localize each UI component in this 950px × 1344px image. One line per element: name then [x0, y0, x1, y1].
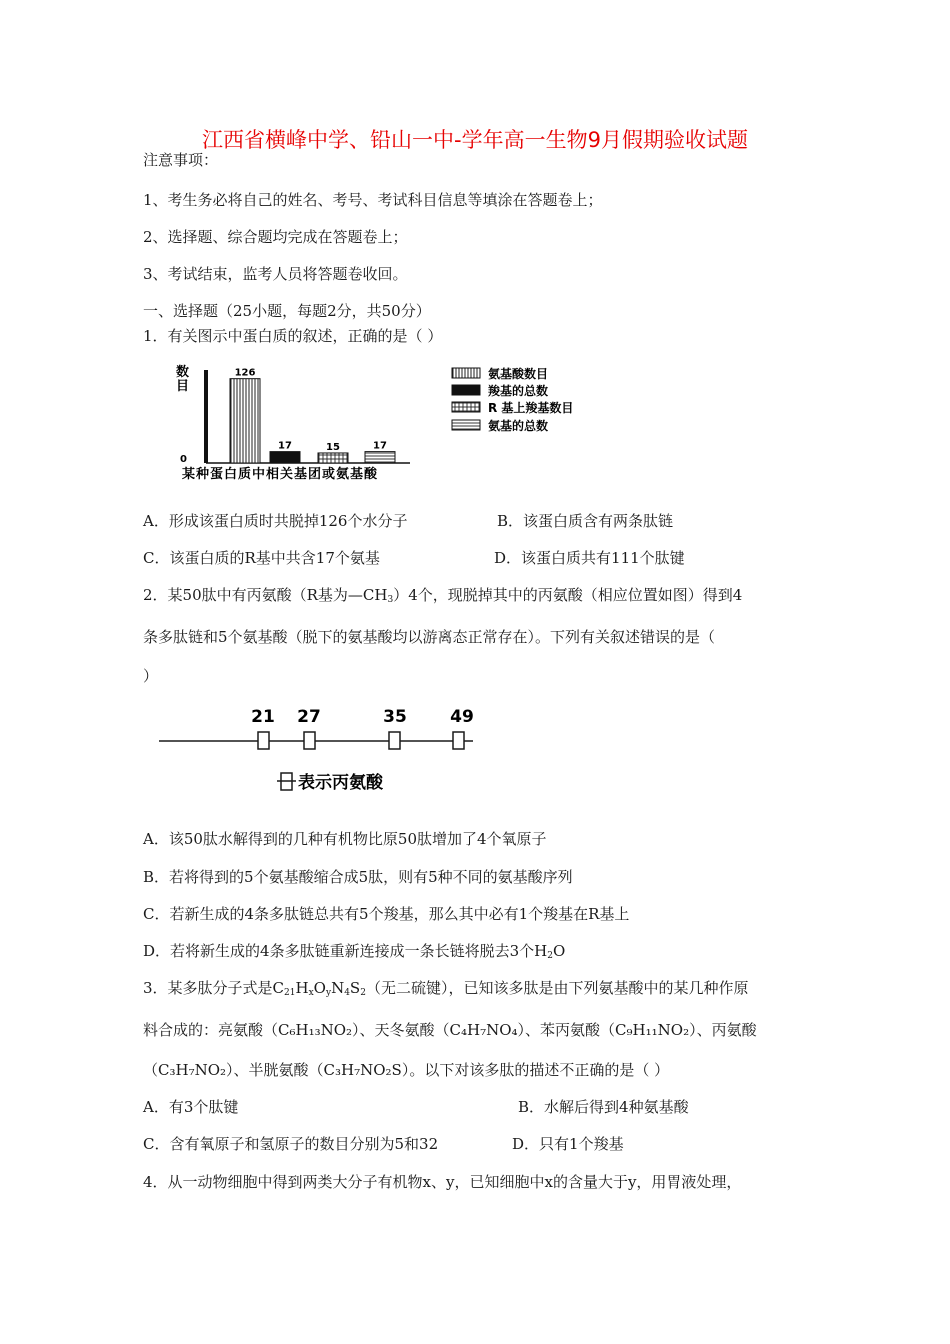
- q2-option-b: B．若将得到的5个氨基酸缩合成5肽，则有5种不同的氨基酸序列: [143, 868, 573, 886]
- position-label-27: 27: [297, 707, 321, 727]
- legend-label-1: 氨基酸数目: [488, 367, 549, 381]
- y-origin-label: 0: [180, 454, 187, 465]
- q2-stem-line1: 2．某50肽中有丙氨酸（R基为$—CH_3)4$个，现脱掉其中的丙氨酸（相应位置如图）得到4: [143, 586, 743, 605]
- q1-option-a: A．形成该蛋白质时共脱掉126个水分子: [143, 512, 408, 530]
- position-label-49: 49: [450, 707, 474, 727]
- q3-stem-line2: 料合成的：亮氨酸（C₆H₁₃NO₂）、天冬氨酸（C₄H₇NO₄）、苯丙氨酸（C₉H₁₁NO₂）、丙氨酸: [143, 1021, 757, 1039]
- q1-stem: 1．有关图示中蛋白质的叙述，正确的是（ ）: [143, 327, 443, 345]
- q3-option-c: C．含有氧原子和氢原子的数目分别为5和32: [143, 1135, 439, 1153]
- bar-value-label-1: 126: [234, 367, 256, 379]
- q1-option-c: C．该蛋白质的R基中共含17个氨基: [143, 549, 380, 567]
- q2-stem-line2: 条多肽链和5个氨基酸（脱下的氨基酸均以游离态正常存在）。下列有关叙述错误的是（: [143, 628, 716, 646]
- q3-stem-line3: （C₃H₇NO₂）、半胱氨酸（C₃H₇NO₂S）。以下对该多肽的描述不正确的是（ ）: [143, 1061, 670, 1079]
- bar-value-label-2: 17: [278, 440, 292, 452]
- note-item-3: 3、考试结束，监考人员将答题卷收回。: [143, 265, 408, 283]
- q1-option-b: B．该蛋白质含有两条肽链: [497, 512, 674, 530]
- y-axis-label-2: 目: [176, 379, 190, 394]
- legend-label-4: 氨基的总数: [488, 419, 549, 433]
- legend-swatch-3: [452, 402, 480, 412]
- alanine-box-27: [304, 732, 315, 749]
- legend-alanine-label: 表示丙氨酸: [298, 773, 383, 793]
- legend-swatch-1: [452, 368, 480, 378]
- bar-4: [365, 452, 395, 463]
- protein-bar-chart: [170, 362, 650, 487]
- bar-1: [230, 379, 260, 463]
- position-label-35: 35: [383, 707, 407, 727]
- bar-3: [318, 453, 348, 463]
- position-label-21: 21: [251, 707, 275, 727]
- section-heading: 一、选择题（25小题，每题2分，共50分）: [143, 302, 431, 320]
- q3-option-a: A．有3个肽键: [143, 1098, 239, 1116]
- alanine-box-35: [389, 732, 400, 749]
- bar-value-label-4: 17: [373, 440, 387, 452]
- alanine-box-49: [453, 732, 464, 749]
- bar-value-label-3: 15: [326, 441, 340, 453]
- q2-option-a: A．该50肽水解得到的几种有机物比原50肽增加了4个氧原子: [143, 830, 547, 848]
- q3-option-b: B．水解后得到4种氨基酸: [518, 1098, 689, 1116]
- q2-stem-line3: ）: [143, 667, 159, 685]
- legend-label-3: R 基上羧基数目: [488, 401, 574, 415]
- q2-option-d: D．若将新生成的4条多肽链重新连接成一条长链将脱去3个$H_2O$: [143, 942, 566, 961]
- alanine-box-21: [258, 732, 269, 749]
- document-title: 江西省横峰中学、铅山一中-学年高一生物9月假期验收试题: [202, 128, 748, 152]
- alanine-position-diagram: [155, 700, 485, 800]
- note-item-1: 1、考生务必将自己的姓名、考号、考试科目信息等填涂在答题卷上；: [143, 191, 603, 209]
- note-item-2: 2、选择题、综合题均完成在答题卷上；: [143, 228, 408, 246]
- q3-stem-line1: 3．某多肽分子式是$C_{21}H_xO_yN_4S_2$（无二硫键），已知该多肽是由下列氨基酸中的某几种作原: [143, 979, 749, 998]
- q3-option-d: D．只有1个羧基: [512, 1135, 624, 1153]
- q2-option-c: C．若新生成的4条多肽链总共有5个羧基，那么其中必有1个羧基在R基上: [143, 905, 630, 923]
- bar-2: [270, 452, 300, 463]
- q4-stem-line1: 4．从一动物细胞中得到两类大分子有机物x、y，已知细胞中x的含量大于y，用胃液处理，: [143, 1173, 742, 1191]
- y-axis-label: 数: [176, 365, 190, 380]
- notes-heading: 注意事项：: [143, 151, 219, 169]
- legend-swatch-2: [452, 385, 480, 395]
- x-axis-label: 某种蛋白质中相关基团或氨基酸: [182, 467, 379, 482]
- legend-swatch-4: [452, 420, 480, 430]
- q1-option-d: D．该蛋白质共有111个肽键: [494, 549, 685, 567]
- legend-label-2: 羧基的总数: [488, 384, 549, 398]
